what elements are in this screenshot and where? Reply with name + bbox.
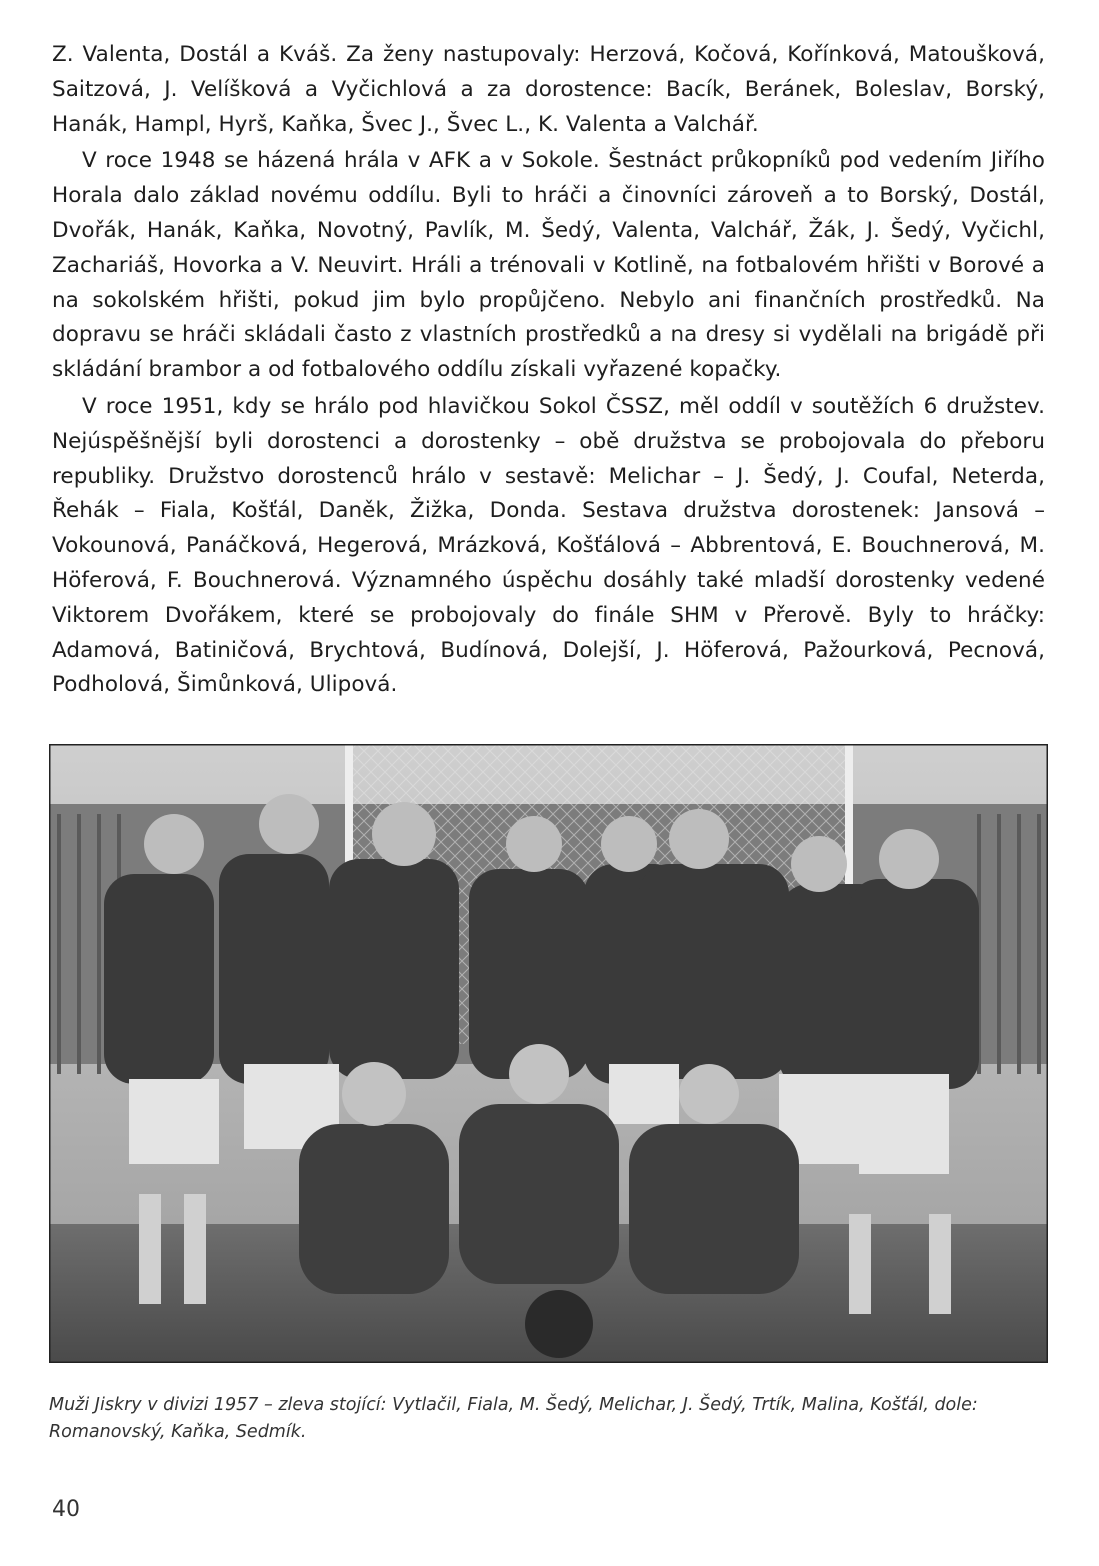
- page-number: 40: [52, 1497, 80, 1522]
- paragraph-3: V roce 1951, kdy se hrálo pod hlavičkou Sokol ČSSZ, měl oddíl v soutěžích 6 družstev. Nejúspěšnější byli dorostenci a dorostenky – obě družstva se probojovala do přeboru republiky. Družstvo dorostenců hrálo v sestavě: Melichar – J. Šedý, J. Coufal, Neterda, Řehák – Fiala, Košťál, Daněk, Žižka, Donda. Sestava družstva dorostenek: Jansová – Vokounová, Panáčková, Hegerová, Mrázková, Košťálová – Abbrentová, E. Bouchnerová, M. Höferová, F. Bouchnerová. Významného úspěchu dosáhly také mladší dorostenky vedené Viktorem Dvořákem, které se probojovaly do finále SHM v Přerově. Byly to hráčky: Adamová, Batiničová, Brychtová, Budínová, Dolejší, J. Höferová, Pažourková, Pecnová, Podholová, Šimůnková, Ulipová.: [52, 393, 1045, 698]
- paragraph-2: V roce 1948 se házená hrála v AFK a v Sokole. Šestnáct průkopníků pod vedením Jiřího Horala dalo základ novému oddílu. Byli to hráči a činovníci zároveň a to Borský, Dostál, Dvořák, Hanák, Kaňka, Novotný, Pavlík, M. Šedý, Valenta, Valchář, Žák, J. Šedý, Vyčichl, Zachariáš, Hovorka a V. Neuvirt. Hráli a trénovali v Kotlině, na fotbalovém hřišti v Borové a na sokolském hřišti, pokud jim bylo propůjčeno. Nebylo ani finančních prostředků. Na dopravu se hráči skládali často z vlastních prostředků a na dresy si vydělali na brigádě při skládání brambor a od fotbalového oddílu získali vyřazené kopačky.: [52, 148, 1045, 383]
- team-photo: [49, 744, 1048, 1363]
- photo-caption: Muži Jiskry v divizi 1957 – zleva stojící: Vytlačil, Fiala, M. Šedý, Melichar, J. Šedý, Trtík, Malina, Košťál, dole: Romanovský, Kaňka, Sedmík.: [49, 1395, 978, 1442]
- paragraph-1: Z. Valenta, Dostál a Kváš. Za ženy nastupovaly: Herzová, Kočová, Kořínková, Matoušková, Saitzová, J. Velíšková a Vyčichlová a za dorostence: Bacík, Beránek, Boleslav, Borský, Hanák, Hampl, Hyrš, Kaňka, Švec J., Švec L., K. Valenta a Valchář.: [52, 42, 1045, 137]
- body-text: [52, 38, 1045, 703]
